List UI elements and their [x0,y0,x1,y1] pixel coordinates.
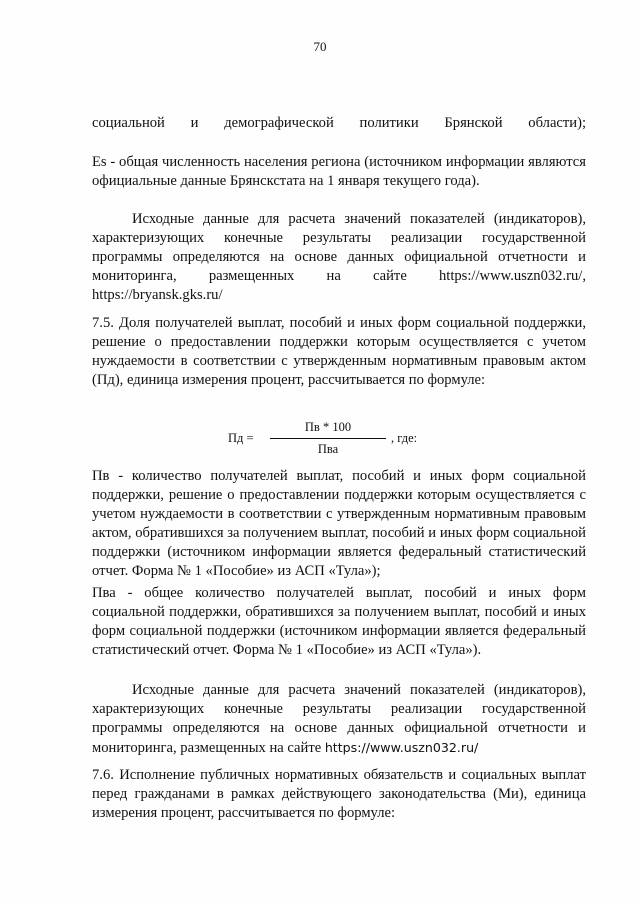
formula-pd [228,418,428,458]
formula-fraction [270,418,386,459]
paragraph-source-data-2 [92,681,586,758]
paragraph-7-5: 7.5. Доля получателей выплат, пособий и иных форм социальной поддержки, решение о предоставлении поддержки которым осуществляется с учетом нуждаемости в соответствии с утвержденным нормативным правовым актом (Пд), единица измерения процент, рассчитывается по формуле: [92,315,586,388]
paragraph-7-6: 7.6. Исполнение публичных нормативных обязательств и социальных выплат перед гражданами в рамках действующего законодательства (Ми), единица измерения процент, рассчитывается по формуле: [92,767,586,821]
formula-denominator: Пва [317,442,339,456]
paragraph-source-data-1: Исходные данные для расчета значений показателей (индикаторов), характеризующих конечные результаты реализации государственной программы определяются на основе данных официальной отчетности и мониторинга, размещенных на сайте https://www.uszn032.ru/, https://bryansk.gks.ru/ [92,211,586,303]
page-number: 70 [313,39,327,54]
formula-numerator: Пв * 100 [304,420,352,434]
paragraph-es-definition: Es - общая численность населения региона (источником информации являются официальные данные Брянскстата на 1 января текущего года). [92,154,586,189]
source-data-text: Исходные данные для расчета значений показателей (индикаторов), характеризующих конечные результаты реализации государственной программы определяются на основе данных официальной отчетности и мониторинга, размещенных на сайте [92,682,586,756]
formula-lhs: Пд = [228,431,254,445]
formula-tail: , где: [391,431,418,445]
paragraph-pva-definition: Пва - общее количество получателей выплат, пособий и иных форм социальной поддержки, обратившихся за получением выплат, пособий и иных форм социальной поддержки (источником информации является федеральный статистический отчет. Форма № 1 «Пособие» из АСП «Тула»). [92,585,586,658]
paragraph-continuation: социальной и демографической политики Брянской области); [92,115,586,131]
paragraph-pv-definition: Пв - количество получателей выплат, пособий и иных форм социальной поддержки, решение о предоставлении поддержки которым осуществляется с учетом нуждаемости в соответствии с утвержденным нормативным правовым актом, обратившихся за получением выплат, пособий и иных форм социальной поддержки (источником информации является федеральный статистический отчет. Форма № 1 «Пособие» из АСП «Тула»); [92,468,586,579]
fraction-bar [270,438,386,439]
uszn-link[interactable]: https://www.uszn032.ru/ [324,740,479,755]
